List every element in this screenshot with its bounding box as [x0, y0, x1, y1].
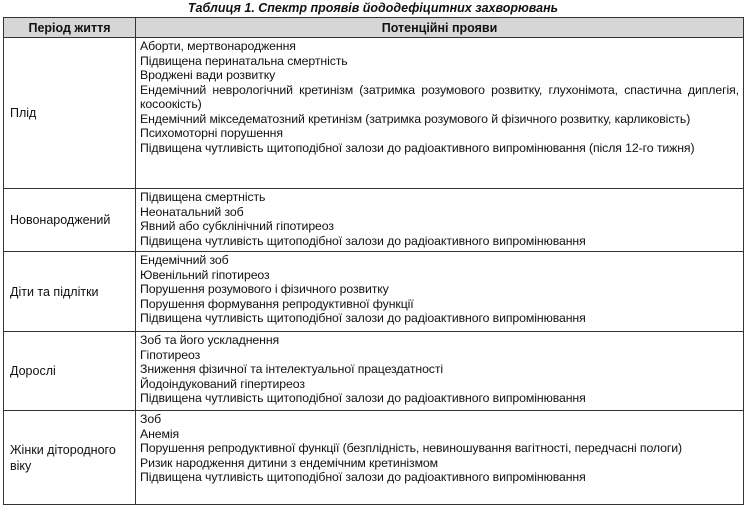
period-cell: Новонароджений: [4, 189, 136, 252]
manifestation-item: Ендемічний неврологічний кретинізм (затримка розумового розвитку, глухонімота, спастична диплегія, косоокість): [140, 82, 739, 111]
table-header-row: [4, 18, 744, 38]
manifestation-item: Зоб та його ускладнення: [140, 333, 280, 347]
manifestation-item: Порушення розумового і фізичного розвитку: [140, 282, 389, 296]
manifestation-item: Гіпотиреоз: [140, 347, 201, 362]
period-cell: Плід: [4, 38, 136, 189]
manifestation-item: Підвищена чутливість щитоподібної залози до радіоактивного випромінювання: [140, 470, 586, 484]
manifestation-item: Неонатальний зоб: [140, 204, 244, 219]
manifestation-item: Порушення репродуктивної функції (безплідність, невиношування вагітності, передчасні пологи): [140, 441, 683, 455]
table-row: [4, 38, 744, 189]
manifestation-item: Вроджені вади розвитку: [140, 68, 276, 82]
manifestation-item: Підвищена чутливість щитоподібної залози до радіоактивного випромінювання: [140, 391, 586, 405]
header-period: Період життя: [4, 18, 136, 38]
manifestation-item: Зоб: [140, 412, 162, 426]
period-cell: Жінки дітородного віку: [4, 411, 136, 505]
manifestations-cell: [136, 411, 744, 505]
manifestation-item: Ендемічний зоб: [140, 253, 229, 267]
period-cell: Дорослі: [4, 332, 136, 411]
manifestations-cell: [136, 252, 744, 332]
manifestation-item: Підвищена чутливість щитоподібної залози до радіоактивного випромінювання: [140, 233, 586, 248]
manifestation-item: Явний або субклінічний гіпотиреоз: [140, 219, 334, 233]
manifestations-cell: [136, 189, 744, 252]
table-row: [4, 252, 744, 332]
period-cell: Діти та підлітки: [4, 252, 136, 332]
manifestation-item: Йодоіндукований гіпертиреоз: [140, 376, 305, 391]
manifestation-item: Порушення формування репродуктивної функції: [140, 296, 414, 311]
table-row: [4, 189, 744, 252]
manifestation-item: Підвищена перинатальна смертність: [140, 53, 348, 68]
table-caption: Таблиця 1. Спектр проявів йододефіцитних захворювань: [187, 1, 559, 15]
manifestations-cell: [136, 38, 744, 189]
manifestation-item: Підвищена смертність: [140, 190, 266, 204]
header-manifestations: Потенційні прояви: [136, 18, 744, 38]
iodine-deficiency-table: [3, 17, 744, 505]
manifestation-item: Підвищена чутливість щитоподібної залози до радіоактивного випромінювання (після 12-го тижня): [140, 140, 695, 155]
manifestation-item: Зниження фізичної та інтелектуальної працездатності: [140, 362, 444, 376]
manifestation-item: Аборти, мертвонародження: [140, 39, 296, 53]
table-row: [4, 411, 744, 505]
manifestation-item: Психомоторні порушення: [140, 126, 283, 140]
manifestation-item: Ендемічний мікседематозний кретинізм (затримка розумового й фізичного розвитку, карликовість): [140, 111, 691, 126]
manifestation-item: Анемія: [140, 426, 180, 441]
document-page: [0, 1, 746, 512]
manifestation-item: Підвищена чутливість щитоподібної залози до радіоактивного випромінювання: [140, 311, 586, 325]
manifestation-item: Ювенільний гіпотиреоз: [140, 267, 270, 282]
table-row: [4, 332, 744, 411]
manifestations-cell: [136, 332, 744, 411]
manifestation-item: Ризик народження дитини з ендемічним кретинізмом: [140, 455, 439, 470]
